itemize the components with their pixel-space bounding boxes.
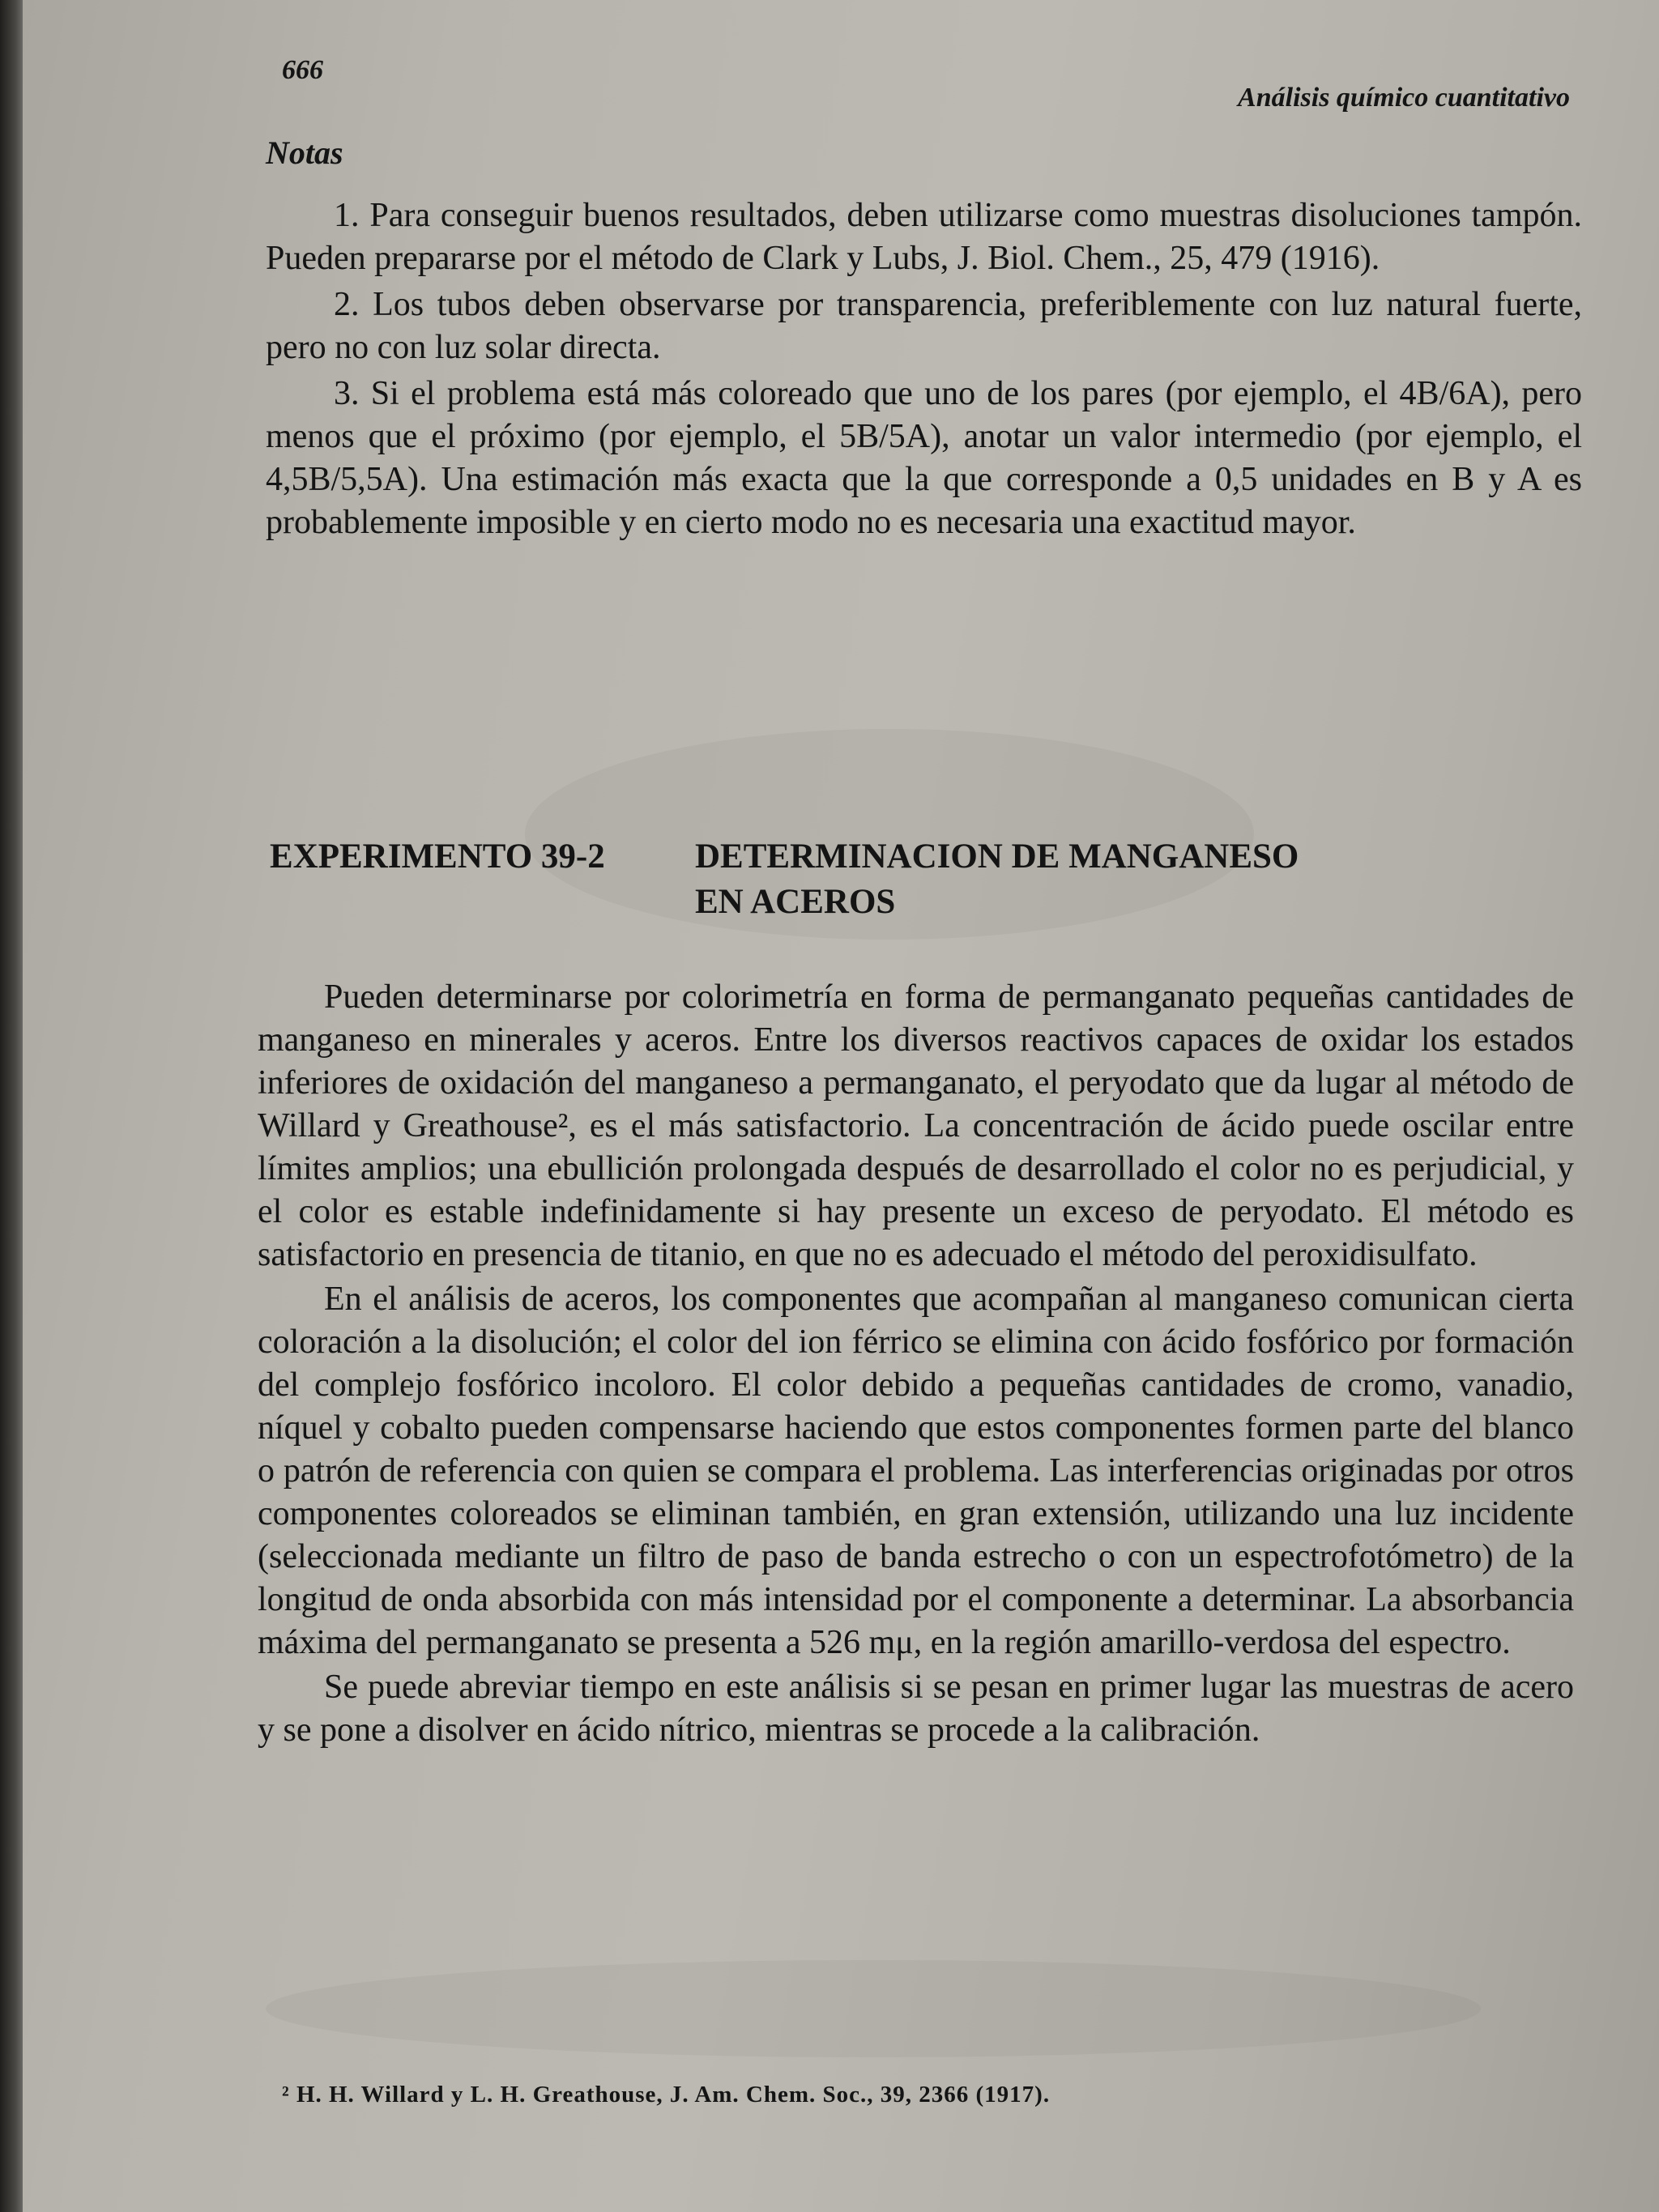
running-title: Análisis químico cuantitativo [1238, 83, 1570, 113]
note-item-1: 1. Para conseguir buenos resultados, deben utilizarse como muestras disoluciones tampón. Pueden prepararse por el método de Clark y Lubs, J. Biol. Chem., 25, 479 (1916). [266, 197, 1582, 277]
book-page [23, 0, 1659, 2212]
page-header [282, 49, 1570, 121]
notes-section [266, 134, 1582, 548]
experiment-title-line-2: EN ACEROS [695, 883, 896, 921]
body-paragraph-3: Se puede abreviar tiempo en este análisis si se pesan en primer lugar las muestras de acero y se pone a disolver en ácido nítrico, mientras se procede a la calibración. [258, 1669, 1574, 1749]
footnote: ² H. H. Willard y L. H. Greathouse, J. Am. Chem. Soc., 39, 2366 (1917). [282, 2082, 1051, 2108]
experiment-body [258, 976, 1574, 1754]
experiment-title-line-1: DETERMINACION DE MANGANESO [695, 837, 1299, 876]
body-paragraph-2: En el análisis de aceros, los componentes que acompañan al manganeso comunican cierta coloración a la disolución; el color del ion férrico se elimina con ácido fosfórico por formación del complejo fosfórico incoloro. El color debido a pequeñas cantidades de cromo, vanadio, níquel y cobalto pueden compensarse haciendo que estos componentes formen parte del blanco o patrón de referencia con quien se compara el problema. Las interferencias originadas por otros componentes coloreados se eliminan también, en gran extensión, utilizando una luz incidente (seleccionada mediante un filtro de paso de banda estrecho o con un espectrofotómetro) de la longitud de onda absorbida con más intensidad por el componente a determinar. La absorbancia máxima del permanganato se presenta a 526 mμ, en la región amarillo-verdosa del espectro. [258, 1281, 1574, 1661]
body-paragraph-1: Pueden determinarse por colorimetría en forma de permanganato pequeñas cantidades de manganeso en minerales y aceros. Entre los diversos reactivos capaces de oxidar los estados inferiores de oxidación del manganeso a permanganato, el peryodato que da lugar al método de Willard y Greathouse², es el más satisfactorio. La concentración de ácido puede oscilar entre límites amplios; una ebullición prolongada después de desarrollado el color no es perjudicial, y el color es estable indefinidamente si hay presente un exceso de peryodato. El método es satisfactorio en presencia de titanio, en que no es adecuado el método del peroxidisulfato. [258, 978, 1574, 1273]
experiment-title [695, 834, 1465, 925]
note-item-3: 3. Si el problema está más coloreado que uno de los pares (por ejemplo, el 4B/6A), pero menos que el próximo (por ejemplo, el 5B/5A), anotar un valor intermedio (por ejemplo, el 4,5B/5,5A). Una estimación más exacta que la que corresponde a 0,5 unidades en B y A es probablemente imposible y en cierto modo no es necesaria una exactitud mayor. [266, 375, 1582, 541]
book-spine-shadow [0, 0, 23, 2212]
page-number: 666 [282, 55, 323, 85]
bleed-through-shadow [266, 1960, 1481, 2057]
notes-title: Notas [266, 134, 343, 171]
note-item-2: 2. Los tubos deben observarse por transparencia, preferiblemente con luz natural fuerte, pero no con luz solar directa. [266, 286, 1582, 366]
experiment-number: EXPERIMENTO 39-2 [270, 837, 605, 876]
